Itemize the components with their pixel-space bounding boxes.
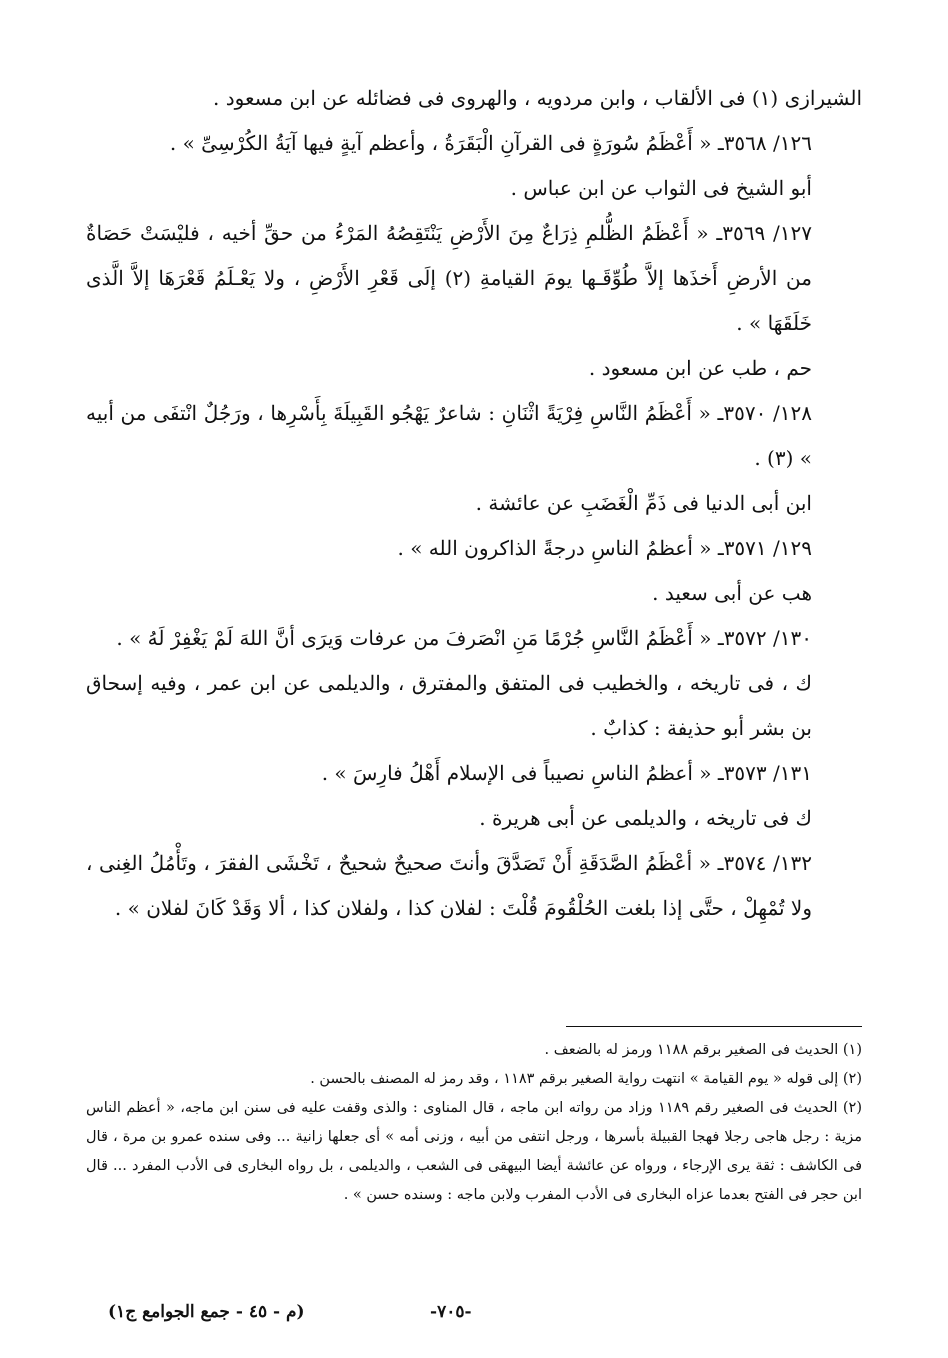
page-number: -٧٠٥- xyxy=(430,1302,472,1322)
hadith-entry-131: ١٣١/ ٣٥٧٣ـ « أعظمُ الناسِ نصيباً فى الإسلام أَهْلُ فارِسَ » . xyxy=(321,761,812,785)
source-line: هب عن أبى سعيد . xyxy=(652,581,812,605)
footnote-separator xyxy=(566,1026,862,1027)
footnotes xyxy=(86,1036,862,1210)
source-line: ك فى تاريخه ، والديلمى عن أبى هريرة . xyxy=(479,806,812,830)
text-line: الشيرازى (١) فى الألقاب ، وابن مردويه ، والهروى فى فضائله عن ابن مسعود . xyxy=(213,86,862,110)
source-line: أبو الشيخ فى الثواب عن ابن عباس . xyxy=(510,176,812,200)
hadith-entry-130: ١٣٠/ ٣٥٧٢ـ « أَعْظَمُ النَّاسِ جُرْمًا مَنِ انْصَرفَ من عرفات وَيرَى أنَّ اللهَ لَمْ يَغْفِرْ لَهُ » . xyxy=(116,626,812,650)
source-line: ك ، فى تاريخه ، والخطيب فى المتفق والمفترق ، والديلمى عن ابن عمر ، وفيه إسحاق بن بشر أبو حذيفة : كذابٌ . xyxy=(86,671,812,740)
footnote-3: (٢) الحديث فى الصغير رقم ١١٨٩ وزاد من رواته ابن ماجه ، قال المناوى : والذى وقفت عليه فى سنن ابن ماجه، « أعظم الناس مزية : رجل هاجى رجلا فهجا القبيلة بأسرها ، ورجل انتفى من أبيه ، وزنى أمه » أى جعلها زانية ... وفى سنده عمرو بن مرة ، قال فى الكاشف : ثقة يرى الإرجاء ، ورواه عن عائشة أيضا البيهقى فى الشعب ، والديلمى ، بل رواه البخارى فى الأدب المفرد ... قال ابن حجر فى الفتح بعدما عزاه البخارى فى الأدب المفرب ولابن ماجه : وسنده حسن » . xyxy=(86,1100,862,1203)
footnote-2: (٢) إلى قوله « يوم القيامة » انتهت رواية الصغير برقم ١١٨٣ ، وقد رمز له المصنف بالحسن . xyxy=(310,1071,862,1087)
source-line: ابن أبى الدنيا فى ذَمِّ الْغَضَبِ عن عائشة . xyxy=(475,491,812,515)
page-footer xyxy=(0,1294,948,1330)
main-text xyxy=(86,76,862,931)
hadith-entry-132: ١٣٢/ ٣٥٧٤ـ « أعْظَمُ الصَّدَقَةِ أَنْ تَصَدَّقَ وأنتَ صحيحٌ شحيحٌ ، تَخْشَى الفقرَ ، وتَأْمُلُ الغِنى ، ولا تُمْهِلْ ، حتَّى إذا بلغت الحُلْقُومَ قُلْتَ : لفلان كذا ، ولفلان كذا ، ألا وَقَدْ كَانَ لفلان » . xyxy=(86,851,812,920)
hadith-entry-127: ١٢٧/ ٣٥٦٩ـ « أَعْظَمُ الظُّلمِ ذِرَاعٌ مِنَ الأَرْضِ يَنْتَقِصُهُ المَرْءُ من حقِّ أخيه ، فليْسَتْ حَصَاةٌ من الأرضِ أَخذَها إلاَّ طُوِّقَـها يومَ القيامةِ (٢) إلَى قَعْرِ الأَرْضِ ، ولا يَعْـلَمُ قَعْرَهَا إلاَّ الَّذى خَلَقَهَا » . xyxy=(86,221,812,335)
hadith-entry-128: ١٢٨/ ٣٥٧٠ـ « أَعْظَمُ النَّاسِ فِرْيَةً اثْنَانِ : شاعرٌ يَهْجُو القَبِيلَةَ بِأَسْرِها ، ورَجُلٌ انْتفَى من أبيه » (٣) . xyxy=(86,401,812,470)
source-line: حم ، طب عن ابن مسعود . xyxy=(588,356,812,380)
volume-mark: (م - ٤٥ - جمع الجوامع ج١) xyxy=(108,1302,305,1322)
footnote-1: (١) الحديث فى الصغير برقم ١١٨٨ ورمز له بالضعف . xyxy=(544,1042,862,1058)
hadith-entry-129: ١٢٩/ ٣٥٧١ـ « أعظمُ الناسِ درجةً الذاكرون الله » . xyxy=(397,536,812,560)
hadith-entry-126: ١٢٦/ ٣٥٦٨ـ « أَعْظَمُ سُورَةٍ فى القرآنِ الْبَقَرَةُ ، وأعظم آيةٍ فيها آيَةُ الكُرْسِىِّ » . xyxy=(169,131,812,155)
